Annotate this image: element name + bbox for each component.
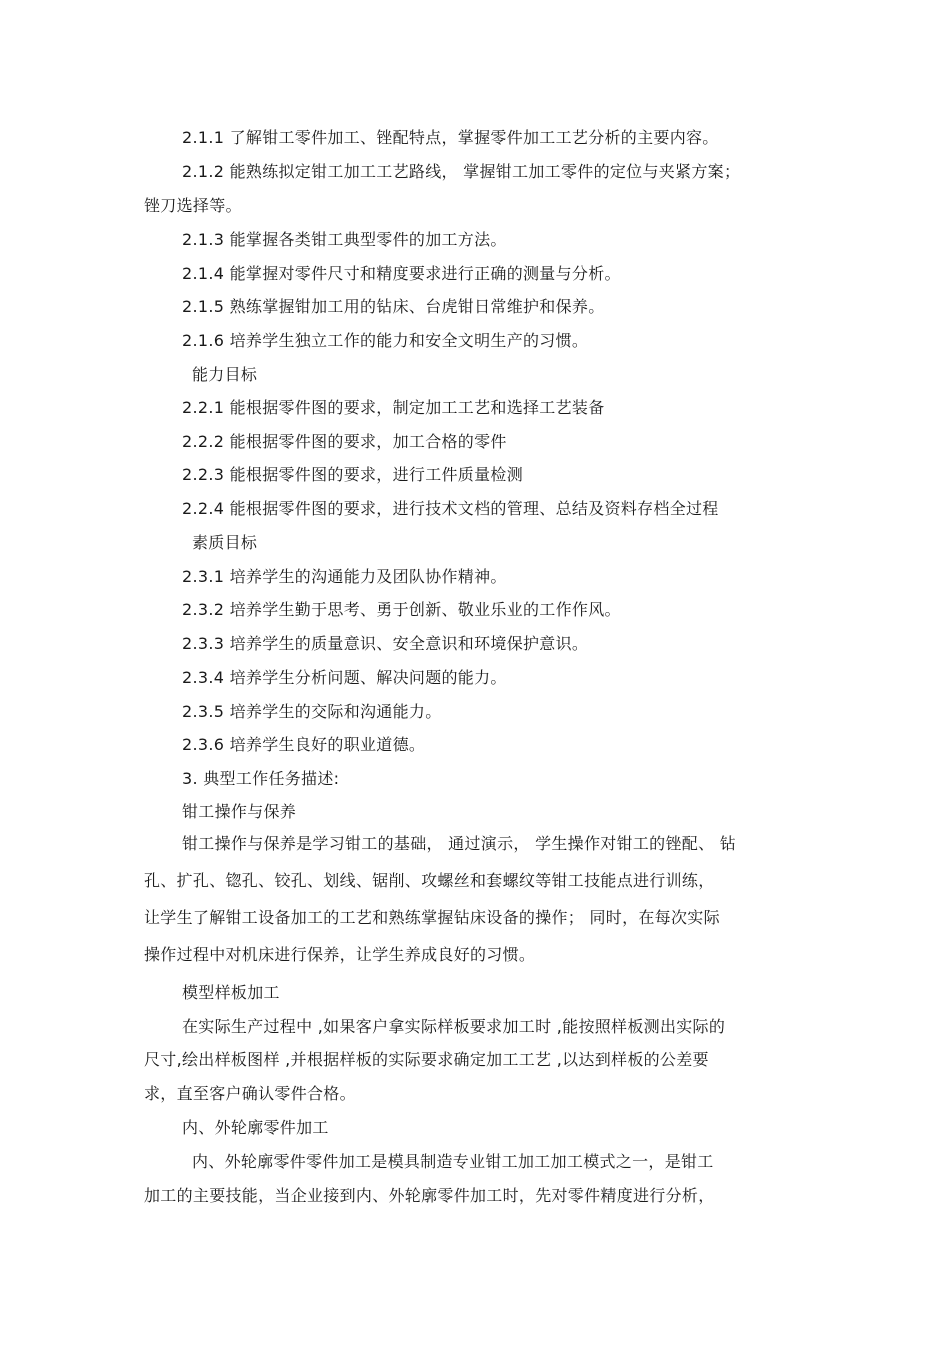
- task-3-paragraph-line: 加工的主要技能，当企业接到内、外轮廓零件加工时，先对零件精度进行分析，: [144, 1186, 715, 1205]
- task-2-title: 模型样板加工: [182, 983, 280, 1002]
- objective-2-2-3: 2.2.3 能根据零件图的要求，进行工件质量检测: [182, 465, 523, 484]
- task-1-paragraph-line: 孔、扩孔、锪孔、铰孔、划线、锯削、攻螺丝和套螺纹等钳工技能点进行训练，: [144, 871, 715, 890]
- objective-2-3-2: 2.3.2 培养学生勤于思考、勇于创新、敬业乐业的工作作风。: [182, 600, 621, 619]
- section-3-heading: 3. 典型工作任务描述:: [182, 769, 340, 788]
- task-3-title: 内、外轮廓零件加工: [182, 1118, 329, 1137]
- objective-2-1-3: 2.1.3 能掌握各类钳工典型零件的加工方法。: [182, 230, 507, 249]
- objective-2-3-4: 2.3.4 培养学生分析问题、解决问题的能力。: [182, 668, 507, 687]
- objective-2-1-6: 2.1.6 培养学生独立工作的能力和安全文明生产的习惯。: [182, 331, 589, 350]
- objective-2-3-3: 2.3.3 培养学生的质量意识、安全意识和环境保护意识。: [182, 634, 589, 653]
- objective-2-1-4: 2.1.4 能掌握对零件尺寸和精度要求进行正确的测量与分析。: [182, 264, 621, 283]
- objective-2-2-1: 2.2.1 能根据零件图的要求，制定加工工艺和选择工艺装备: [182, 398, 605, 417]
- objective-2-3-1: 2.3.1 培养学生的沟通能力及团队协作精神。: [182, 567, 507, 586]
- task-1-title: 钳工操作与保养: [182, 802, 297, 821]
- task-1-paragraph-line: 让学生了解钳工设备加工的工艺和熟练掌握钻床设备的操作； 同时，在每次实际: [144, 908, 720, 927]
- ability-heading: 能力目标: [192, 365, 258, 384]
- objective-2-1-2: 2.1.2 能熟练拟定钳工加工工艺路线， 掌握钳工加工零件的定位与夹紧方案；: [182, 162, 741, 181]
- task-3-paragraph-line: 内、外轮廓零件零件加工是模具制造专业钳工加工加工模式之一，是钳工: [192, 1152, 714, 1171]
- objective-2-1-2-continued: 锉刀选择等。: [144, 196, 242, 215]
- task-2-paragraph-line: 在实际生产过程中 ,如果客户拿实际样板要求加工时 ,能按照样板测出实际的: [182, 1017, 726, 1036]
- objective-2-3-5: 2.3.5 培养学生的交际和沟通能力。: [182, 702, 442, 721]
- objective-2-1-1: 2.1.1 了解钳工零件加工、锉配特点，掌握零件加工工艺分析的主要内容。: [182, 128, 719, 147]
- objective-2-2-2: 2.2.2 能根据零件图的要求，加工合格的零件: [182, 432, 507, 451]
- quality-heading: 素质目标: [192, 533, 258, 552]
- task-2-paragraph-line: 尺寸,绘出样板图样 ,并根据样板的实际要求确定加工工艺 ,以达到样板的公差要: [144, 1050, 709, 1069]
- objective-2-1-5: 2.1.5 熟练掌握钳加工用的钻床、台虎钳日常维护和保养。: [182, 297, 605, 316]
- objective-2-2-4: 2.2.4 能根据零件图的要求，进行技术文档的管理、总结及资料存档全过程: [182, 499, 719, 518]
- objective-2-3-6: 2.3.6 培养学生良好的职业道德。: [182, 735, 426, 754]
- task-1-paragraph-line: 钳工操作与保养是学习钳工的基础， 通过演示， 学生操作对钳工的锉配、 钻: [182, 834, 737, 853]
- task-2-paragraph-line: 求，直至客户确认零件合格。: [144, 1084, 356, 1103]
- task-1-paragraph-line: 操作过程中对机床进行保养，让学生养成良好的习惯。: [144, 945, 536, 964]
